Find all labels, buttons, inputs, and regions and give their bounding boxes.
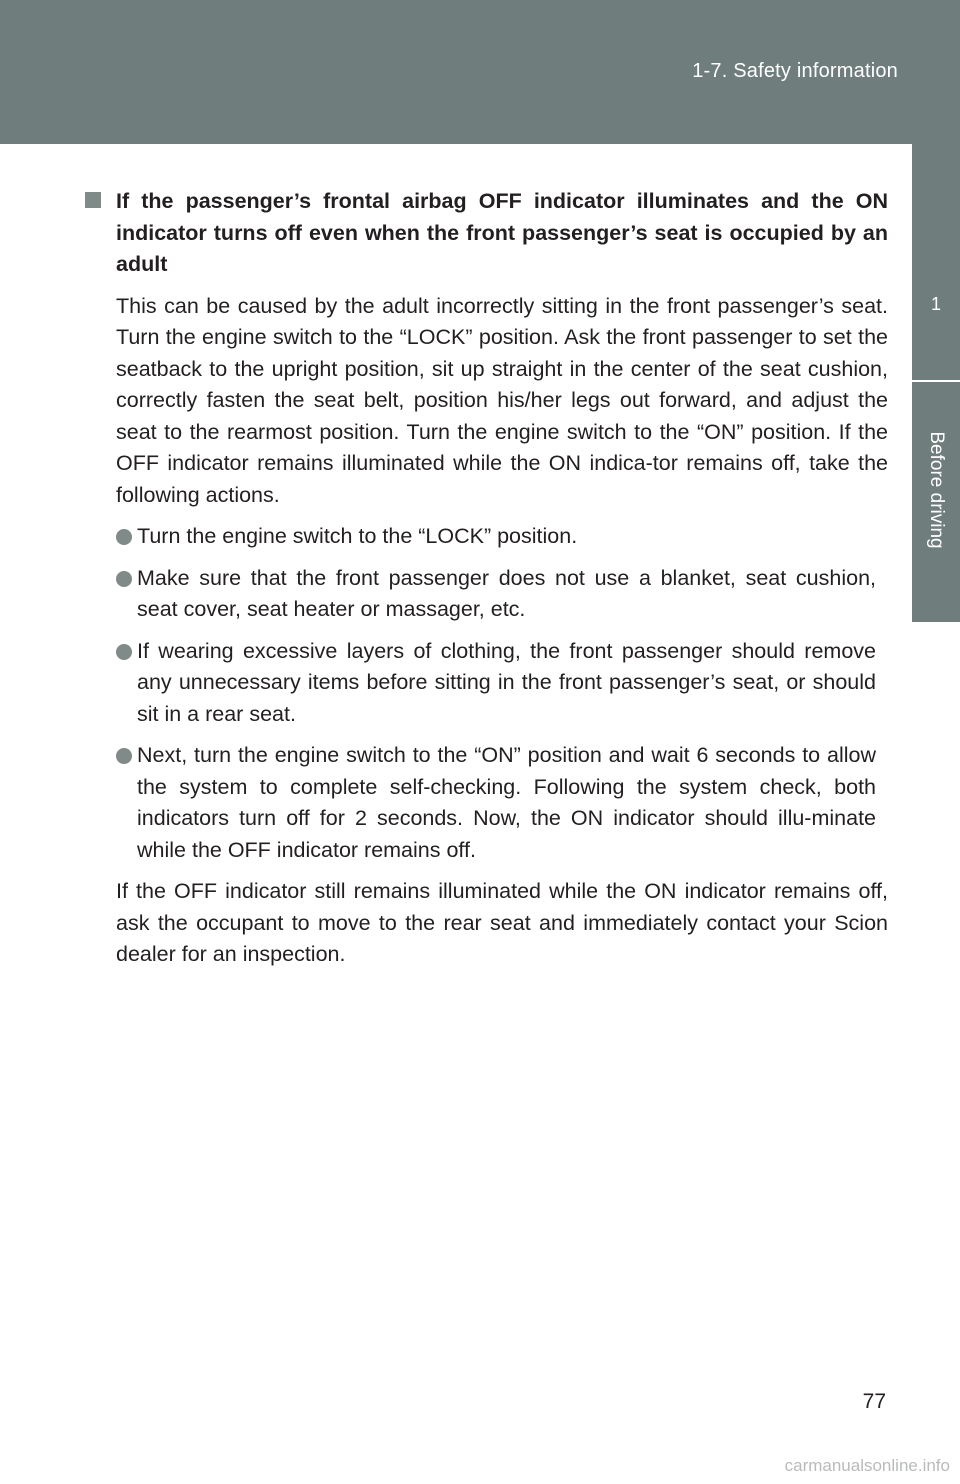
circle-bullet-icon xyxy=(116,571,132,587)
list-item xyxy=(110,740,876,866)
circle-bullet-icon xyxy=(116,529,132,545)
chapter-side-tab xyxy=(912,144,960,1484)
main-content xyxy=(110,186,888,981)
chapter-name: Before driving xyxy=(926,431,947,549)
circle-bullet-icon xyxy=(116,644,132,660)
section-title: 1-7. Safety information xyxy=(692,60,898,82)
list-item xyxy=(110,636,876,731)
chapter-number-tab xyxy=(912,144,960,380)
closing-paragraph: If the OFF indicator still remains illuminated while the ON indicator remains off, ask the occupant to move to the rear seat and immediately contact your Scion dealer for an inspection. xyxy=(116,879,888,966)
list-item-text: If wearing excessive layers of clothing, the front passenger should remove any unnecessary items before sitting in the front passenger’s seat, or should sit in a rear seat. xyxy=(137,638,876,726)
section-heading xyxy=(110,186,888,281)
action-list xyxy=(110,521,888,866)
section-heading-text: If the passenger’s frontal airbag OFF indicator illuminates and the ON indicator turns off even when the front passenger’s seat is occupied by an adult xyxy=(116,189,888,276)
list-item-text: Make sure that the front passenger does not use a blanket, seat cushion, seat cover, seat heater or massager, etc. xyxy=(137,565,876,621)
page-number: 77 xyxy=(862,1390,886,1413)
list-item-text: Next, turn the engine switch to the “ON” position and wait 6 seconds to allow the system to complete self-checking. Following the system check, both indicators turn off for 2 seconds. Now, the ON indicator should illu-minate while the OFF indicator remains off. xyxy=(137,743,876,862)
chapter-number: 1 xyxy=(930,294,941,314)
header-band xyxy=(0,0,960,144)
watermark: carmanualsonline.info xyxy=(784,1456,950,1475)
square-bullet-icon xyxy=(85,192,101,208)
circle-bullet-icon xyxy=(116,748,132,764)
chapter-name-tab xyxy=(912,382,960,622)
intro-paragraph: This can be caused by the adult incorrectly sitting in the front passenger’s seat. Turn the engine switch to the “LOCK” position. Ask the front passenger to set the seatback to the upright position, sit up straight in the center of the seat cushion, correctly fasten the seat belt, position his/her legs out forward, and adjust the seat to the rearmost position. Turn the engine switch to the “ON” position. If the OFF indicator remains illuminated while the ON indica-tor remains off, take the following actions. xyxy=(116,293,888,507)
list-item-text: Turn the engine switch to the “LOCK” position. xyxy=(137,524,578,548)
list-item xyxy=(110,521,876,553)
list-item xyxy=(110,563,876,626)
